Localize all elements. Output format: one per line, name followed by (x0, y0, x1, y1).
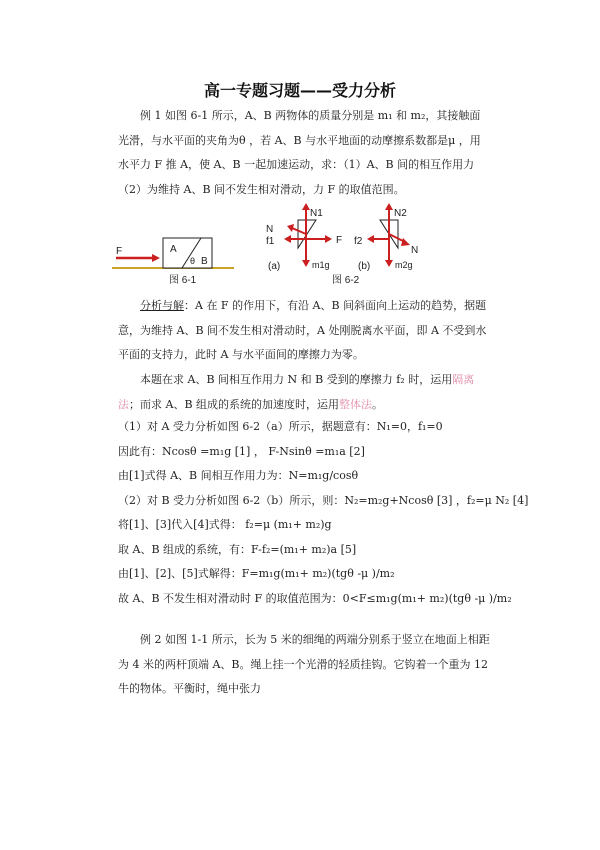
fig2b-label: (b) (358, 261, 371, 272)
example-1-text: 例 1 如图 6-1 所示，A、B 两物体的质量分别是 m₁ 和 m₂，其接触面光滑，与水平面的夹角为θ ，若 A、B 与水平地面的动摩擦系数都是μ ，用水平力 F 推 A，使 A、B 一起加速运动，求：（1）A、B 间的相互作用力 （2）为维持 A、B 间不发生相对滑动，力 F 的取值范围。 (118, 109, 481, 196)
method-text-1: 本题在求 A、B 间相互作用力 N 和 B 受到的摩擦力 f₂ 时，运用 (140, 373, 453, 386)
step-3: 由[1]式得 A、B 间相互作用力为：N=m₁g/cosθ (118, 469, 359, 482)
figure-6-1 (108, 232, 238, 288)
analysis-text: ：A 在 F 的作用下，有沿 A、B 间斜面向上运动的趋势，据题意，为维持 A、B 间不发生相对滑动时，A 处刚脱离水平面，即 A 不受到水平面的支持力，此时 A 与水平面间的摩擦力为零。 (118, 299, 487, 361)
step-1: （1）对 A 受力分析如图 6-2（a）所示，据题意有：N₁=0，f₁=0 (118, 420, 443, 433)
analysis-paragraph (118, 294, 490, 368)
fig2a-n1-arrowhead (302, 203, 310, 210)
fig1-force-arrowhead (152, 254, 160, 262)
fig1-force-label: F (116, 246, 123, 257)
fig2a-f1-arrowhead (284, 235, 291, 243)
fig2-caption: 图 6-2 (332, 275, 360, 286)
step-7: 由[1]、[2]、[5]式解得：F=m₁g(m₁+ m₂)(tgθ -μ )/m₂ (118, 567, 395, 580)
fig2b-mg-arrowhead (385, 260, 393, 267)
method-text-3: 。 (372, 397, 384, 411)
method-paragraph (118, 368, 490, 417)
fig2b-n-label: N (411, 245, 419, 256)
fig2b-n2-label: N2 (394, 208, 407, 219)
fig2a-mg-label: m1g (312, 260, 330, 270)
fig2b-mg-label: m2g (395, 260, 413, 270)
method-text-2: ；而求 A、B 组成的系统的加速度时，运用 (129, 397, 340, 411)
fig2a-f1-label: f1 (266, 236, 275, 247)
isolation-method: 隔离法 (118, 373, 475, 411)
fig2b-f2-label: f2 (354, 236, 363, 247)
fig2a-f-arrowhead (325, 235, 332, 243)
fig2a-n-label: N (266, 224, 274, 235)
fig1-label-b: B (201, 256, 208, 267)
fig2a-mg-arrowhead (302, 260, 310, 267)
step-5: 将[1]、[3]代入[4]式得： f₂=μ (m₁+ m₂)g (118, 518, 332, 531)
example-2-paragraph (118, 628, 490, 702)
fig1-label-a: A (170, 244, 177, 255)
fig2a-n1-label: N1 (310, 208, 323, 219)
step-8: 故 A、B 不发生相对滑动时 F 的取值范围为：0<F≤m₁g(m₁+ m₂)(tgθ -μ )/m₂ (118, 592, 512, 605)
step-2: 因此有：Ncosθ =m₁g [1] ， F-Nsinθ =m₁a [2] (118, 445, 365, 458)
analysis-label: 分析与解 (140, 299, 184, 312)
fig2b-n-arrowhead (401, 238, 410, 246)
fig2a-n-arrowhead (287, 224, 294, 232)
example-2-text: 例 2 如图 1-1 所示，长为 5 米的细绳的两端分别系于竖立在地面上相距为 4 米的两杆顶端 A、B。绳上挂一个光滑的轻质挂钩。它钩着一个重为 12 牛的物体。平衡时，绳中张力 (118, 633, 490, 695)
whole-method: 整体法 (339, 397, 373, 411)
fig1-theta: θ (190, 256, 196, 266)
step-4: （2）对 B 受力分析如图 6-2（b）所示，则：N₂=m₂g+Ncosθ [3] ，f₂=μ N₂ [4] (118, 494, 529, 507)
figure-6-2 (260, 202, 430, 288)
page-title: 高一专题习题——受力分析 (203, 81, 396, 100)
fig2b-n2-arrowhead (385, 203, 393, 210)
fig2a-label: (a) (268, 261, 281, 272)
fig1-caption: 图 6-1 (169, 275, 197, 286)
fig2a-f-label: F (336, 235, 343, 246)
step-6: 取 A、B 组成的系统，有：F-f₂=(m₁+ m₂)a [5] (118, 543, 357, 556)
example-1-paragraph (118, 104, 490, 202)
fig2b-f2-arrowhead (367, 235, 374, 243)
